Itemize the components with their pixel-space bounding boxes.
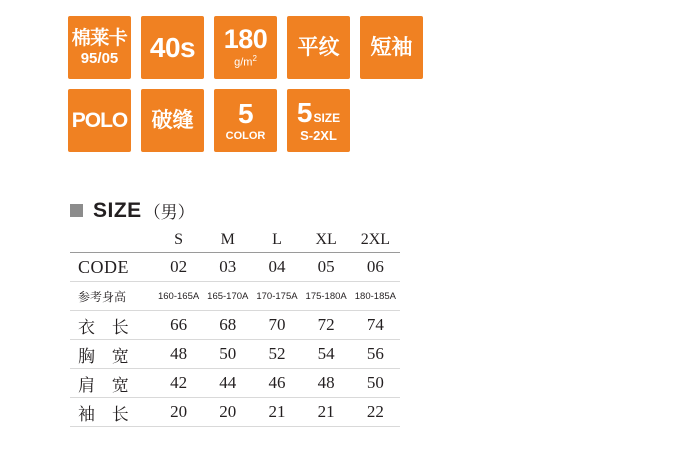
square-marker-icon bbox=[70, 204, 83, 217]
badge-weight-exponent: 2 bbox=[252, 54, 257, 64]
table-row bbox=[70, 282, 400, 311]
table-row bbox=[70, 340, 400, 369]
badge-fabric-main: 棉莱卡 bbox=[71, 28, 128, 49]
page-subtitle: （男） bbox=[143, 203, 195, 222]
header-cell-s: S bbox=[174, 231, 184, 248]
cell-chest-m: 50 bbox=[219, 344, 237, 363]
cell-sleeve-m: 20 bbox=[219, 402, 237, 421]
badge-size-count-sub: S-2XL bbox=[300, 128, 337, 143]
cell-chest-xl: 54 bbox=[317, 344, 335, 363]
badge-style bbox=[68, 89, 131, 152]
row-label-code: CODE bbox=[78, 256, 129, 277]
badge-size-count-main: 5 bbox=[296, 97, 313, 128]
badge-color-count bbox=[214, 89, 277, 152]
cell-height-xl: 175-180A bbox=[305, 290, 347, 302]
cell-length-2xl: 74 bbox=[366, 315, 384, 334]
row-label-shoulder: 肩 宽 bbox=[78, 375, 135, 395]
header-cell-l: L bbox=[272, 231, 282, 248]
cell-code-xl: 05 bbox=[317, 257, 335, 276]
table-row bbox=[70, 311, 400, 340]
cell-height-s: 160-165A bbox=[157, 290, 200, 302]
size-table-body bbox=[70, 253, 400, 427]
cell-sleeve-2xl: 22 bbox=[366, 402, 384, 421]
badge-seam-main: 破缝 bbox=[151, 109, 194, 132]
badge-weight-main: 180 bbox=[223, 24, 268, 55]
cell-length-xl: 72 bbox=[317, 315, 335, 334]
row-label-length: 衣 长 bbox=[78, 317, 135, 337]
badge-fabric-sub: 95/05 bbox=[80, 50, 119, 67]
header-cell-2xl: 2XL bbox=[360, 231, 391, 248]
cell-code-l: 04 bbox=[268, 257, 286, 276]
badge-weight bbox=[214, 16, 277, 79]
badge-sleeve-main: 短袖 bbox=[370, 36, 413, 59]
badge-weave-main: 平纹 bbox=[297, 36, 340, 59]
size-table bbox=[70, 228, 400, 427]
badge-color-count-main: 5 bbox=[237, 97, 254, 129]
badge-yarn-count-main: 40s bbox=[149, 31, 196, 63]
size-table-head bbox=[70, 228, 400, 253]
badge-color-count-sub: COLOR bbox=[225, 129, 266, 142]
header-cell-m: M bbox=[220, 231, 235, 248]
header-cell-xl: XL bbox=[315, 231, 337, 248]
cell-sleeve-l: 21 bbox=[268, 402, 286, 421]
cell-shoulder-m: 44 bbox=[219, 373, 237, 392]
badge-size-count-line1 bbox=[297, 99, 340, 127]
size-table-header-row bbox=[70, 228, 400, 253]
badge-fabric bbox=[68, 16, 131, 79]
cell-sleeve-s: 20 bbox=[170, 402, 188, 421]
row-label-height: 参考身高 bbox=[78, 289, 127, 304]
cell-length-s: 66 bbox=[170, 315, 188, 334]
page-title: SIZE bbox=[93, 198, 142, 222]
header-cell-blank bbox=[70, 228, 154, 253]
row-label-sleeve: 袖 长 bbox=[78, 404, 135, 424]
cell-code-m: 03 bbox=[219, 257, 237, 276]
cell-shoulder-xl: 48 bbox=[317, 373, 335, 392]
badge-weight-unit: g/m bbox=[234, 56, 253, 69]
cell-length-m: 68 bbox=[219, 315, 237, 334]
badge-size-count-word: SIZE bbox=[313, 111, 341, 125]
spec-badge-row-2 bbox=[68, 89, 423, 152]
badge-seam bbox=[141, 89, 204, 152]
cell-shoulder-s: 42 bbox=[170, 373, 188, 392]
cell-height-2xl: 180-185A bbox=[354, 290, 396, 302]
cell-shoulder-2xl: 50 bbox=[366, 373, 384, 392]
badge-style-main: POLO bbox=[71, 109, 128, 132]
cell-chest-2xl: 56 bbox=[366, 344, 384, 363]
badge-weave bbox=[287, 16, 350, 79]
cell-height-l: 170-175A bbox=[256, 290, 298, 302]
table-row bbox=[70, 253, 400, 282]
badge-yarn-count bbox=[141, 16, 204, 79]
cell-length-l: 70 bbox=[268, 315, 286, 334]
spec-badge-grid bbox=[68, 16, 423, 162]
size-section-heading bbox=[70, 198, 195, 223]
cell-height-m: 165-170A bbox=[207, 290, 249, 302]
cell-chest-s: 48 bbox=[170, 344, 188, 363]
cell-sleeve-xl: 21 bbox=[317, 402, 335, 421]
badge-weight-sub bbox=[234, 55, 257, 69]
cell-code-s: 02 bbox=[170, 257, 188, 276]
badge-sleeve bbox=[360, 16, 423, 79]
cell-chest-l: 52 bbox=[268, 344, 286, 363]
cell-code-2xl: 06 bbox=[366, 257, 384, 276]
cell-shoulder-l: 46 bbox=[268, 373, 286, 392]
row-label-chest: 胸 宽 bbox=[78, 346, 135, 366]
table-row bbox=[70, 398, 400, 427]
spec-badge-row-1 bbox=[68, 16, 423, 79]
badge-size-count bbox=[287, 89, 350, 152]
table-row bbox=[70, 369, 400, 398]
